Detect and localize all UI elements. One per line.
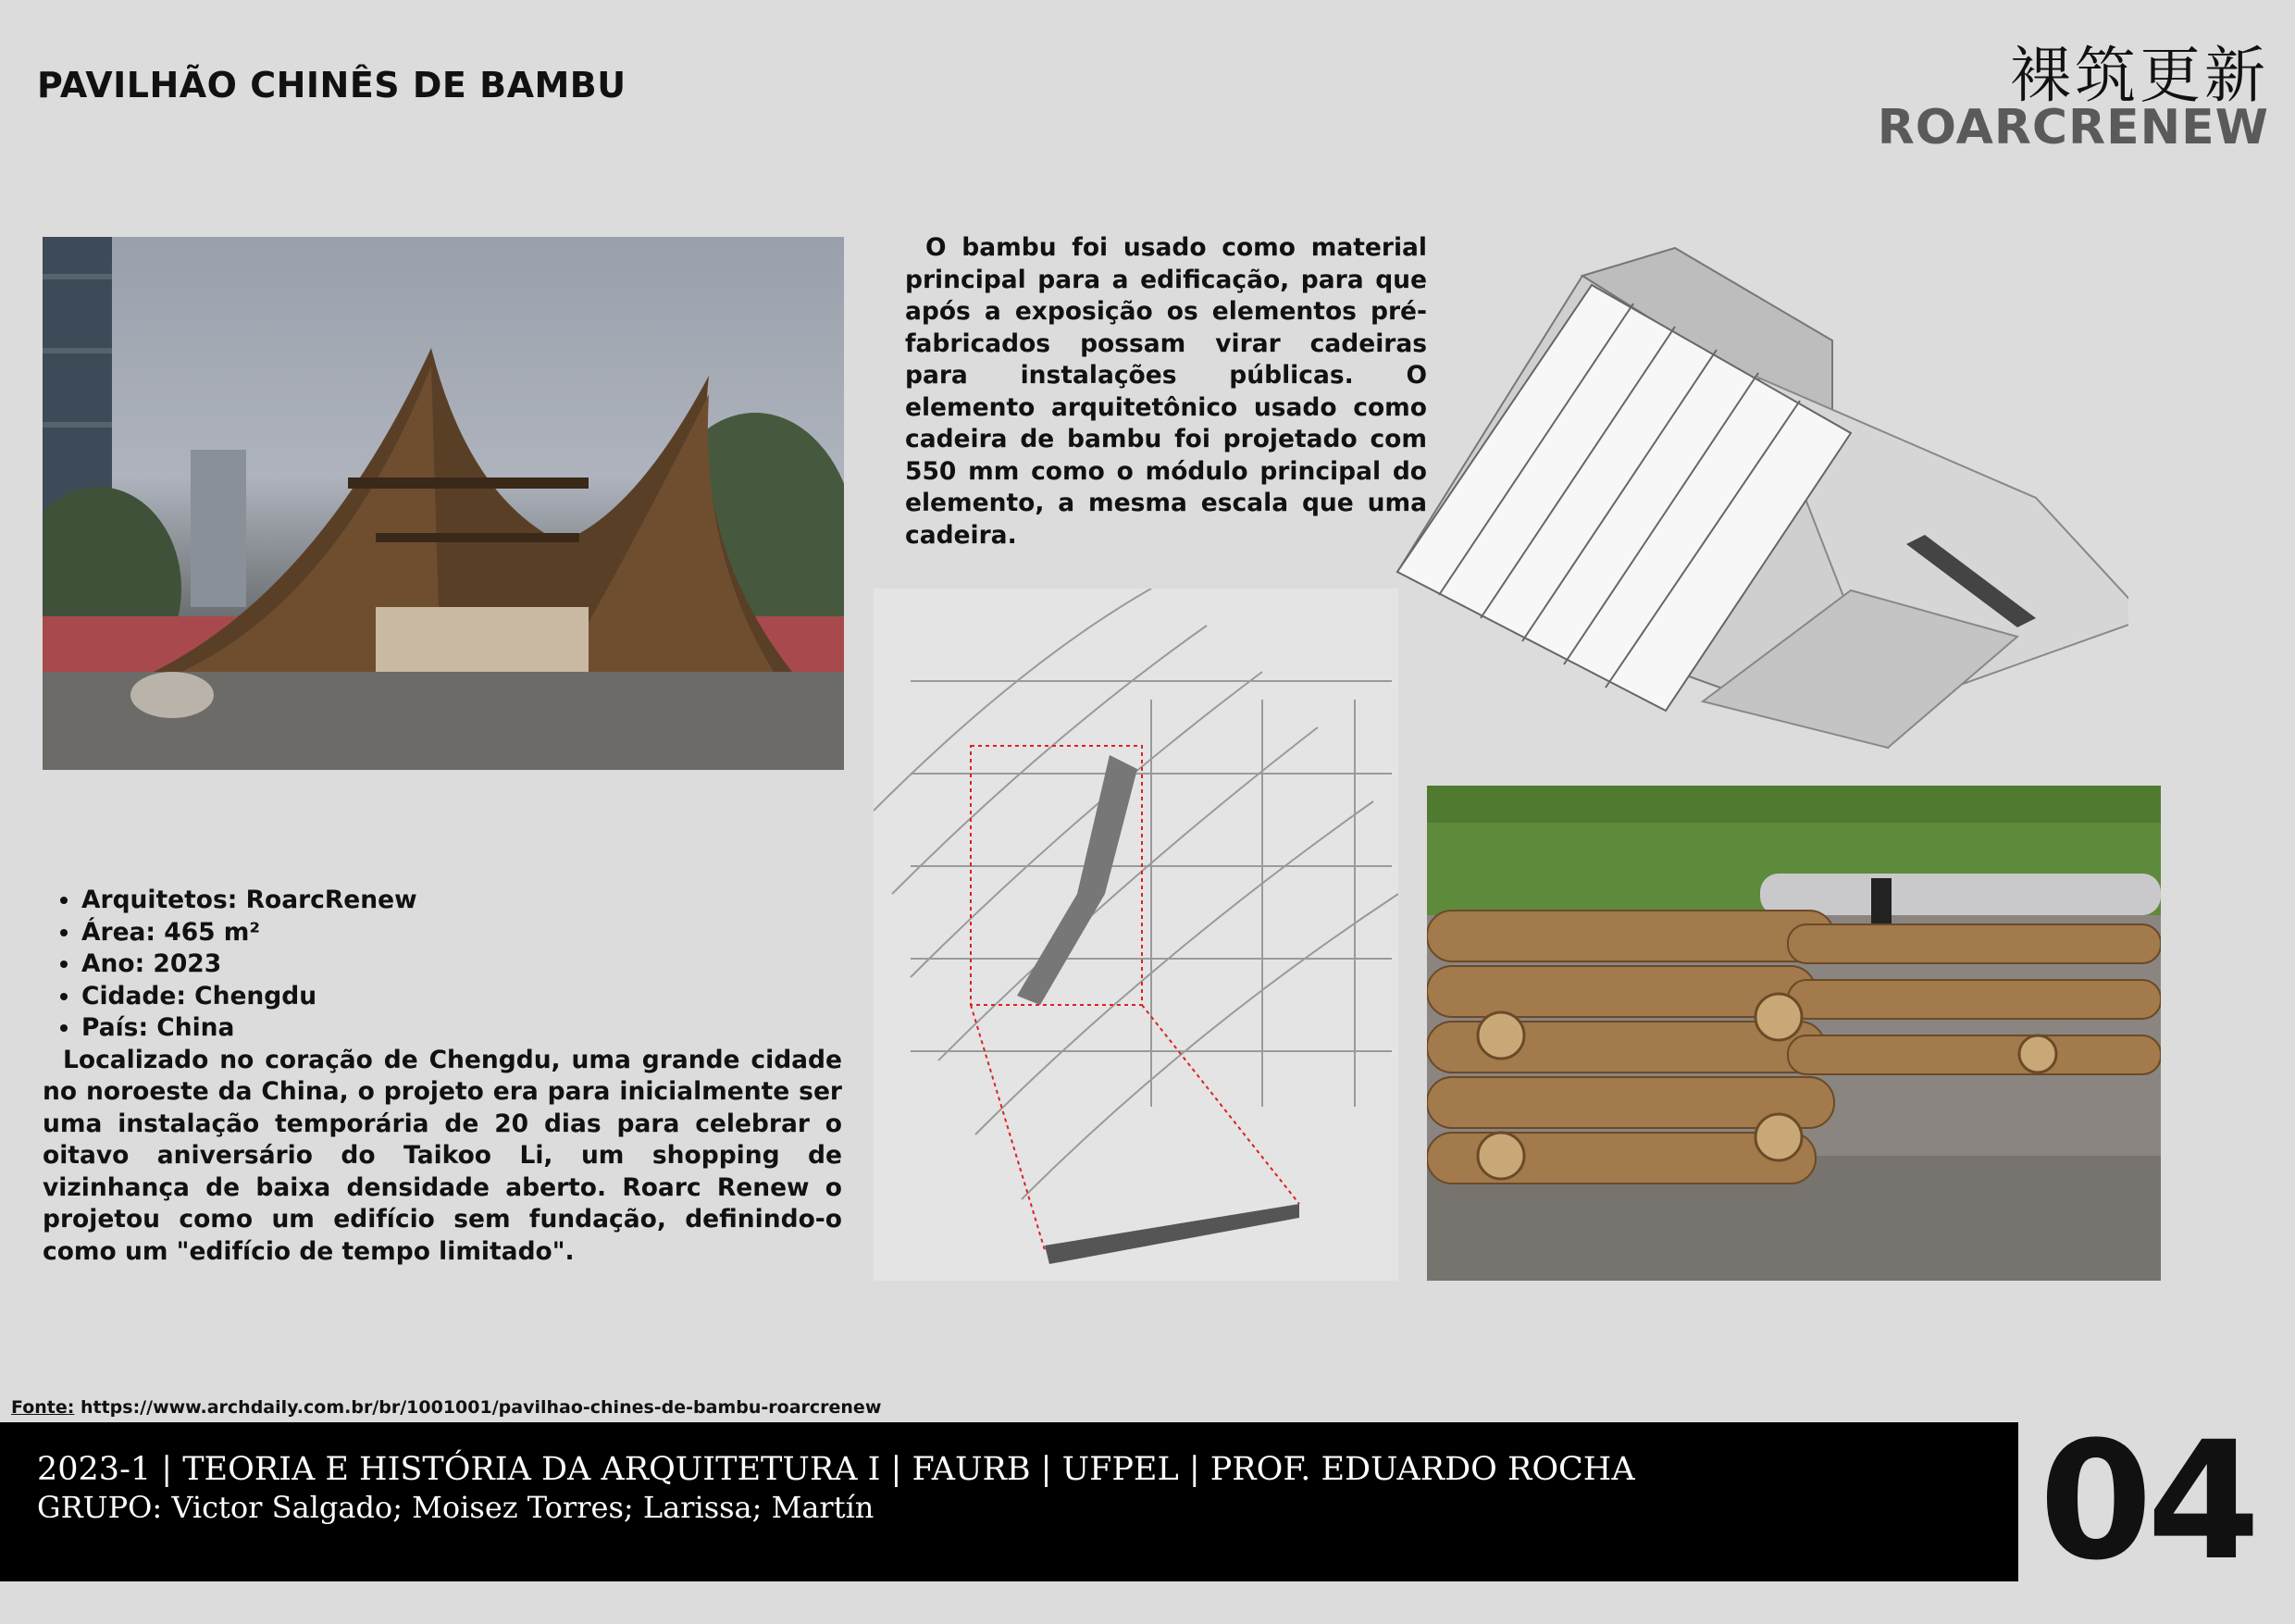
bamboo-bench-illustration <box>1427 786 2161 1281</box>
bamboo-bench-photo <box>1427 786 2161 1281</box>
project-description <box>905 232 1427 552</box>
spec-architects: • Arquitetos: RoarcRenew <box>81 885 842 917</box>
spec-area: • Área: 465 m² <box>81 917 842 949</box>
spec-city: • Cidade: Chengdu <box>81 981 842 1013</box>
roof-axonometric-illustration <box>1370 229 2128 766</box>
spec-country: • País: China <box>81 1012 842 1045</box>
page-title: PAVILHÃO CHINÊS DE BAMBU <box>37 65 626 105</box>
structure-diagram <box>874 589 1398 1281</box>
source-label: Fonte: <box>11 1397 75 1418</box>
source-citation <box>11 1397 881 1418</box>
source-link[interactable]: https://www.archdaily.com.br/br/1001001/pavilhao-chines-de-bambu-roarcrenew <box>80 1397 882 1418</box>
specs-list <box>43 885 842 1045</box>
project-specs <box>43 885 842 1268</box>
structure-diagram-illustration <box>874 589 1398 1281</box>
brand-chinese-name: 裸筑更新 <box>2010 40 2269 111</box>
description-paragraph: O bambu foi usado como material principal para a edificação, para que após a exposição os elementos pré-fabricados possam virar cadeiras para instalações públicas. O elemento arquitetônico usado como cadeira de bambu foi projetado com 550 mm como o módulo principal do elemento, a mesma escala que uma cadeira. <box>905 233 1427 550</box>
brand-name: ROARCRENEW <box>1877 100 2269 155</box>
pavilion-illustration <box>43 237 844 770</box>
page-number: 04 <box>2039 1407 2255 1596</box>
group-members: GRUPO: Victor Salgado; Moisez Torres; Larissa; Martín <box>37 1490 875 1525</box>
axonometric-drawing <box>1370 229 2128 766</box>
course-info: 2023-1 | TEORIA E HISTÓRIA DA ARQUITETURA I | FAURB | UFPEL | PROF. EDUARDO ROCHA <box>37 1451 1635 1488</box>
pavilion-photo <box>43 237 844 770</box>
spec-year: • Ano: 2023 <box>81 948 842 981</box>
project-summary: Localizado no coração de Chengdu, uma grande cidade no noroeste da China, o projeto era para inicialmente ser uma instalação temporária de 20 dias para celebrar o oitavo aniversário do Taikoo Li, um shopping de vizinhança de baixa densidade aberto. Roarc Renew o projetou como um edifício sem fundação, definindo-o como um "edifício de tempo limitado". <box>43 1045 842 1266</box>
